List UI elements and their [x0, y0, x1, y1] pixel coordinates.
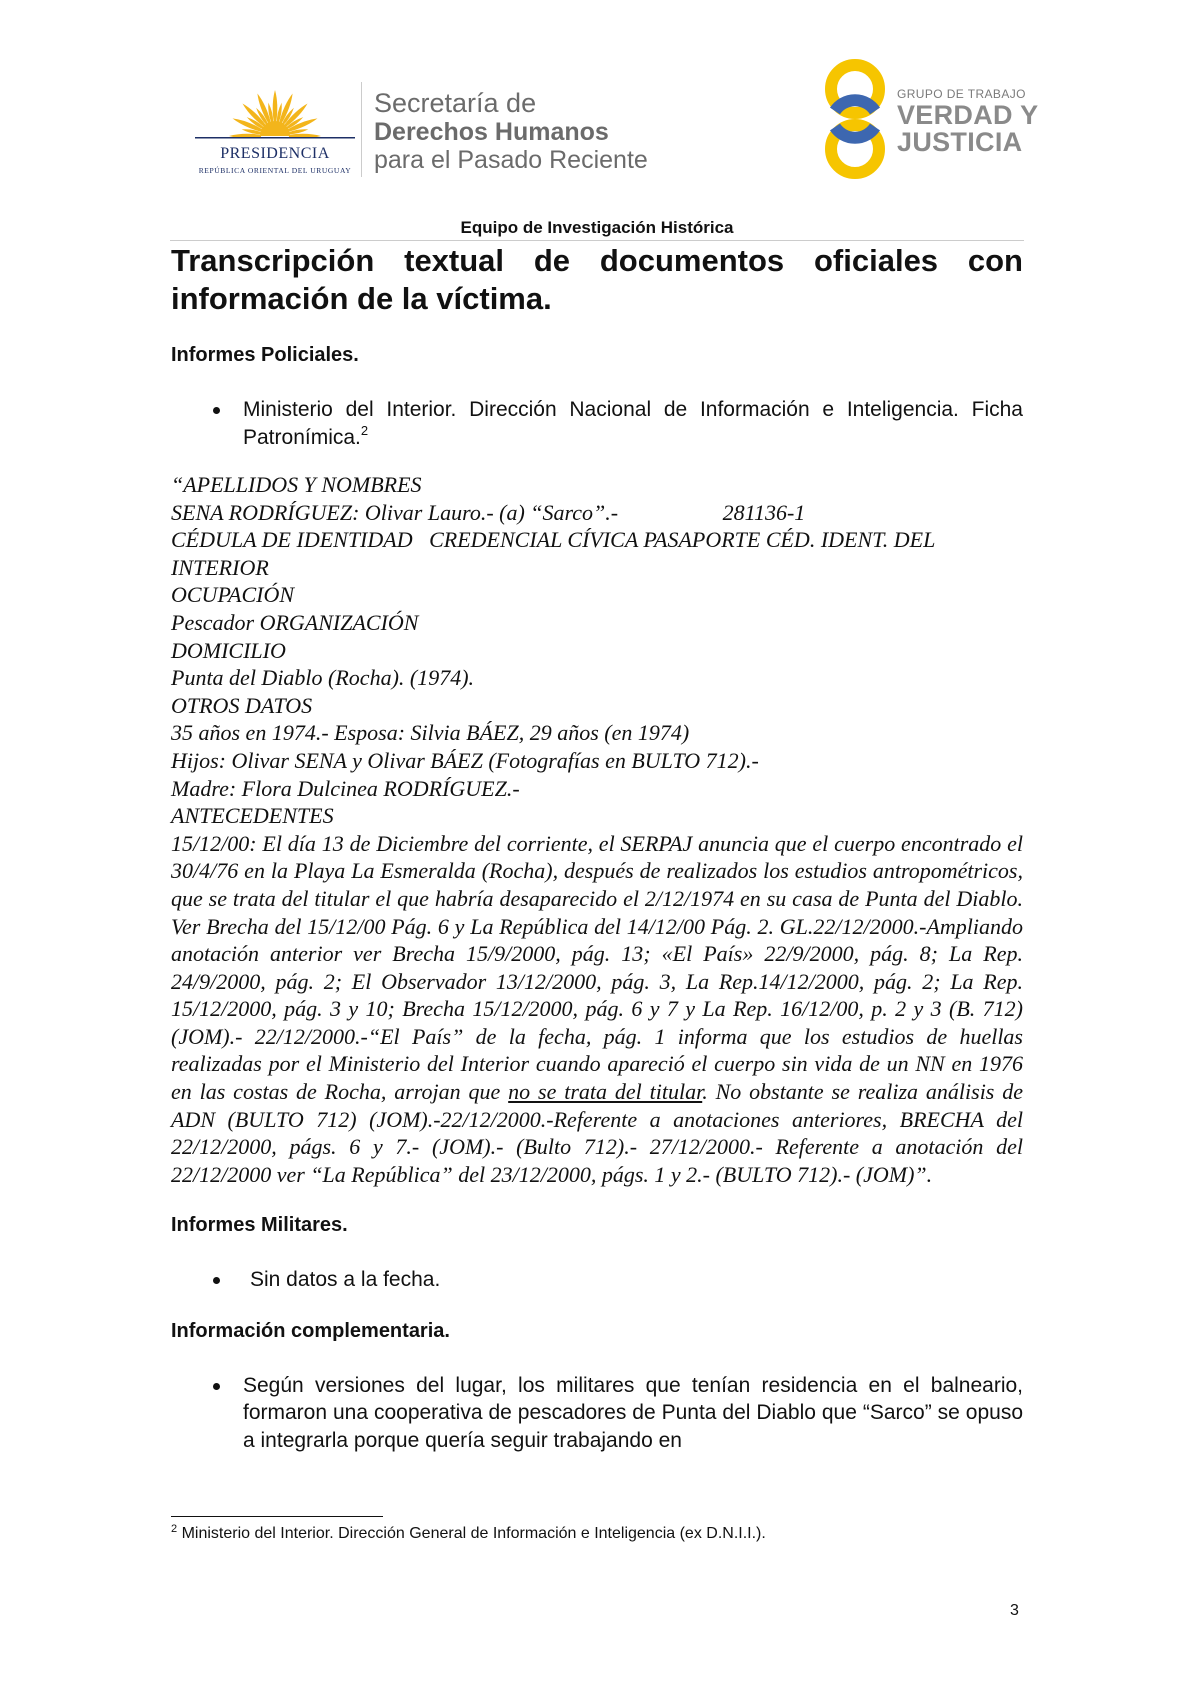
transcript-line: INTERIOR: [171, 554, 269, 580]
list-item: [171, 1372, 1023, 1455]
page-number: 3: [1010, 1602, 1019, 1619]
transcript-line: “APELLIDOS Y NOMBRES: [171, 472, 422, 497]
grupo-line-1: GRUPO DE TRABAJO: [897, 87, 1026, 101]
secretaria-logo-text: [374, 88, 648, 174]
footnote-ref: 2: [360, 422, 369, 438]
complementary-bullet-list: [171, 1372, 1023, 1455]
sun-disc: [260, 121, 290, 136]
transcript-line: Pescador ORGANIZACIÓN: [171, 609, 419, 635]
transcript-line: OCUPACIÓN: [171, 582, 295, 608]
footnote: [171, 1524, 766, 1544]
sun-ray: [273, 90, 278, 122]
antecedentes-text-2: . No obstante se realiza análisis de ADN (BULTO 712) (JOM).-22/12/2000.-Referente a anotaciones anteriores, BRECHA del 22/12/2000, págs. 6 y 7.- (JOM).- (Bulto 712).- 27/12/2000.- Referente a anotación del 22/12/2000 ver “La República” del 23/12/2000, págs. 1 y 2.- (BULTO 712).- (JOM)”.: [171, 1079, 1024, 1187]
police-bullet-list: [171, 396, 1023, 451]
verdad-justicia-rings-logo: [822, 56, 888, 182]
secretaria-line-1: Secretaría de: [374, 88, 537, 118]
police-bullet-text: Ministerio del Interior. Dirección Nacional de Información e Inteligencia. Ficha Patronímica.: [243, 398, 1023, 449]
transcript-line: CÉDULA DE IDENTIDAD CREDENCIAL CÍVICA PASAPORTE CÉD. IDENT. DEL: [171, 527, 936, 553]
list-item: [171, 1266, 1023, 1294]
transcript-line: Punta del Diablo (Rocha). (1974).: [171, 665, 475, 691]
grupo-trabajo-text: [897, 86, 1038, 156]
footnote-separator: [171, 1516, 383, 1517]
transcript-line: SENA RODRÍGUEZ: Olivar Lauro.- (a) “Sarco”.- 281136-1: [171, 499, 806, 525]
transcript-line: Madre: Flora Dulcinea RODRÍGUEZ.-: [171, 775, 520, 801]
presidencia-sun-logo: [195, 80, 355, 180]
transcript-line: Hijos: Olivar SENA y Olivar BÁEZ (Fotografías en BULTO 712).-: [171, 747, 759, 773]
section-heading-military: Informes Militares.: [171, 1214, 348, 1237]
antecedentes-paragraph: [171, 830, 1023, 1189]
header-divider: [361, 82, 362, 177]
bullet-icon: [213, 1383, 220, 1390]
footnote-text: Ministerio del Interior. Dirección General de Información e Inteligencia (ex D.N.I.I.).: [181, 1525, 766, 1542]
bullet-icon: [213, 1277, 220, 1284]
list-item: [171, 396, 1023, 451]
police-record-transcript: [171, 471, 1023, 1188]
presidencia-name: PRESIDENCIA: [220, 145, 330, 162]
transcript-line: ANTECEDENTES: [171, 803, 334, 829]
document-title: Transcripción textual de documentos oficiales con información de la víctima.: [171, 243, 1023, 316]
bullet-icon: [213, 407, 220, 414]
presidencia-subtitle: REPÚBLICA ORIENTAL DEL URUGUAY: [198, 166, 352, 175]
section-heading-police: Informes Policiales.: [171, 344, 359, 366]
document-body: [171, 240, 1023, 1454]
team-title: Equipo de Investigación Histórica: [460, 218, 734, 237]
page-header: [0, 0, 1191, 225]
military-bullet-text: Sin datos a la fecha.: [250, 1268, 441, 1292]
section-heading-complementary: Información complementaria.: [171, 1319, 450, 1342]
grupo-line-3: JUSTICIA: [897, 127, 1023, 157]
secretaria-line-3: para el Pasado Reciente: [374, 146, 648, 174]
antecedentes-underlined: no se trata del titular: [508, 1079, 703, 1105]
grupo-line-2: VERDAD Y: [897, 100, 1039, 130]
antecedentes-text-1: 15/12/00: El día 13 de Diciembre del corriente, el SERPAJ anuncia que el cuerpo encontrado el 30/4/76 en la Playa La Esmeralda (Rocha), después de realizados los estudios antropométricos, que se trata del titular el que habría desaparecido el 2/12/1974 en su casa de Punta del Diablo. Ver Brecha del 15/12/00 Pág. 6 y La República del 14/12/00 Pág. 2. GL.22/12/2000.-Ampliando anotación anterior ver Brecha 15/9/2000, pág. 13; «El País» 22/9/2000, pág. 8; La Rep. 24/9/2000, pág. 2; El Observador 13/12/2000, pág. 3, La Rep.14/12/2000, pág. 2; La Rep. 15/12/2000, pág. 3 y 10; Brecha 15/12/2000, pág. 6 y 7 y La Rep. 16/12/00, p. 2 y 3 (B. 712) (JOM).- 22/12/2000.-“El País” de la fecha, pág. 1 informa que los estudios de huellas realizadas por el Ministerio del Interior cuando apareció el cuerpo sin vida de un NN en 1976 en las costas de Rocha, arrojan que: [171, 830, 1023, 1105]
transcript-line: 35 años en 1974.- Esposa: Silvia BÁEZ, 29 años (en 1974): [171, 720, 690, 746]
secretaria-line-2: Derechos Humanos: [374, 118, 609, 146]
transcript-line: DOMICILIO: [171, 637, 286, 663]
transcript-line: OTROS DATOS: [171, 692, 313, 718]
military-bullet-list: [171, 1266, 1023, 1294]
complementary-bullet-text: Según versiones del lugar, los militares que tenían residencia en el balneario, formaron una cooperativa de pescadores de Punta del Diablo que “Sarco” se opuso a integrarla porque quería seguir trabajando en: [243, 1373, 1023, 1452]
footnote-number: 2: [171, 1523, 178, 1535]
